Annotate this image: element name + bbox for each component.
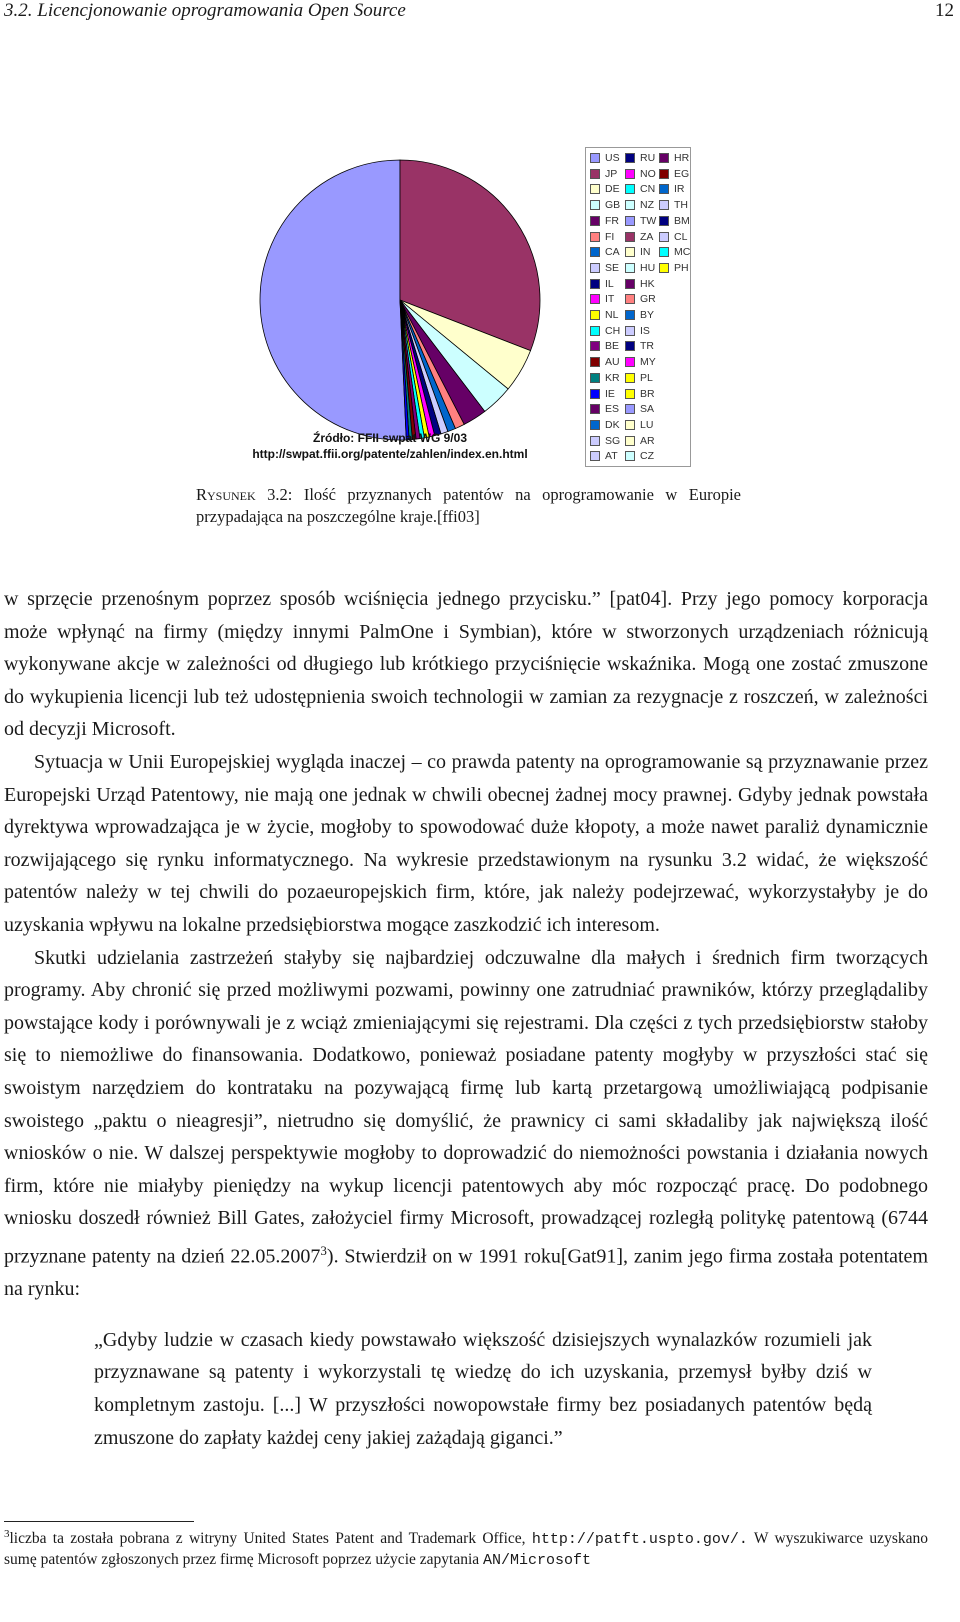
legend-item [590,355,630,369]
footnote-text-1: liczba ta została pobrana z witryny United States Patent and Trademark Office, [9,1530,532,1548]
legend-item [659,198,699,212]
legend-swatch [590,232,600,242]
legend-swatch [659,200,669,210]
legend-item [625,339,665,353]
figure-source [200,430,580,462]
legend-label: JP [605,167,618,180]
legend-item [625,449,665,463]
legend-item [659,182,699,196]
legend-label: IR [674,183,685,196]
legend-label: HU [640,261,656,274]
legend-swatch [625,200,635,210]
legend-label: IS [640,324,650,337]
footnote-ref[interactable]: 3 [320,1242,327,1258]
legend-swatch [590,357,600,367]
legend-label: IT [605,293,615,306]
caption-text: Ilość przyznanych patentów na oprogramowanie w Europie przypadająca na poszczególne kraje.[ffi03] [196,485,742,526]
legend-label: DE [605,183,620,196]
legend-item [590,339,630,353]
legend-item [590,371,630,385]
legend-label: LU [640,418,654,431]
paragraph-3-text: Skutki udzielania zastrzeżeń stałyby się najbardziej odczuwalne dla małych i średnich firm tworzących programy. Aby chronić się przed możliwymi pozwami, powinny one zatrudniać prawników, którzy przeglądaliby powstające kody i porównywali je z wciąż zmieniającymi się rejestrami. Dla części z tych przedsiębiorstw stałoby się to niemożliwe do finansowania. Dodatkowo, ponieważ posiadane patenty mogłyby w przyszłości stać się swoistym narzędziem do kontrataku na pozywającą firmę lub kartą przetargową umożliwiającą podpisanie swoistego „paktu o nieagresji”, nietrudno się domyślić, że prawnicy ci sami składaliby jak największą ilość wniosków o nie. W dalszej perspektywie mogłoby to doprowadzić do niemożności powstania i działania nowych firm, które nie miałyby pieniędzy na wykup licencji patentowych aby móc rozpocząć pracę. Do podobnego wniosku doszedł również Bill Gates, założyciel firmy Microsoft, prowadzącej rozległą politykę patentową (6744 przyznane patenty na dzień 22.05.2007 [4,946,928,1268]
legend-item [590,324,630,338]
legend-label: BR [640,387,655,400]
legend-swatch [625,184,635,194]
paragraph-2: Sytuacja w Unii Europejskiej wygląda inaczej – co prawda patenty na oprogramowanie są przyznawanie przez Europejski Urząd Patentowy, nie mają one jednak w chwili obecnej żadnej mocy prawnej. Gdyby jednak powstała dyrektywa wprowadzająca je w życie, mogłoby to spowodować duże kłopoty, a może nawet paraliż dynamicznie rozwijającego się rynku informatycznego. Na wykresie przedstawionym na rysunku 3.2 widać, że większość patentów należy w tej chwili do pozaeuropejskich firm, które, jak należy podejrzewać, wykorzystałyby je do uzyskania wpływu na lokalne przedsiębiorstwa mogące zaszkodzić ich interesom. [4,750,928,936]
legend-label: HK [640,277,655,290]
legend-label: PH [674,261,689,274]
legend-item [625,418,665,432]
legend-item [590,449,630,463]
legend-item [625,292,665,306]
legend-swatch [590,216,600,226]
legend-item [625,277,665,291]
legend-swatch [590,373,600,383]
legend-label: MY [640,356,656,369]
legend-swatch [590,294,600,304]
body-text [4,583,928,1454]
legend-item [590,402,630,416]
legend-label: PL [640,371,653,384]
figure-caption [196,484,741,528]
paragraph-3-end: ). Stwierdził on w 1991 roku[Gat91], zanim jego firma została potentatem na rynku: [4,1245,928,1301]
legend-swatch [625,279,635,289]
legend-item [625,355,665,369]
legend-swatch [590,169,600,179]
caption-number: 3.2: [267,485,293,504]
legend-label: AT [605,450,618,463]
legend-swatch [625,169,635,179]
legend-item [625,324,665,338]
legend-swatch [625,373,635,383]
legend-label: FI [605,230,615,243]
legend-item [590,182,630,196]
legend-swatch [625,247,635,257]
legend-swatch [659,153,669,163]
legend-label: BM [674,214,690,227]
legend-swatch [625,153,635,163]
legend-swatch [659,216,669,226]
page-number: 12 [935,0,954,21]
legend-item [659,245,699,259]
paragraph-1: w sprzęcie przenośnym poprzez sposób wciśnięcia jednego przycisku.” [pat04]. Przy jego pomocy korporacja może wpłynąć na firmy (między innymi PalmOne i Symbian), które w stworzonych urządzeniach różnicują wykonywane akcje w zależności od długiego lub krótkiego przyciśnięcie wskaźnika. Mogą one zostać zmuszone do wykupienia licencji lub też udostępnienia swoich technologii w zamian za rezygnacje z roszczeń, w zależności od decyzji Microsoft. [4,588,928,741]
block-quote: „Gdyby ludzie w czasach kiedy powstawało większość dzisiejszych wynalazków rozumieli jak przyznawane są patenty i wykorzystali tę wiedzę do ich uzyskania, przemysł byłby dziś w kompletnym zastoju. [...] W przyszłości nowopowstałe firmy bez posiadanych patentów będą zmuszone do zapłaty każdej ceny jakiej zażądają giganci.” [94,1328,872,1449]
legend-item [590,167,630,181]
chart-legend [585,147,691,467]
legend-swatch [625,263,635,273]
legend-label: BE [605,340,620,353]
legend-swatch [625,294,635,304]
legend-label: CZ [640,450,654,463]
legend-swatch [590,326,600,336]
legend-item [590,261,630,275]
legend-label: FR [605,214,619,227]
legend-swatch [659,184,669,194]
legend-label: SE [605,261,620,274]
legend-item [590,245,630,259]
legend-swatch [659,232,669,242]
legend-label: MC [674,246,691,259]
legend-swatch [590,310,600,320]
legend-item [590,292,630,306]
legend-swatch [590,263,600,273]
paragraph-3 [4,942,928,1306]
legend-item [590,418,630,432]
footnote-rule [4,1521,194,1522]
pie-chart [230,140,560,460]
footnote-url[interactable]: http://patft.uspto.gov/. [531,1531,748,1549]
source-line-2: http://swpat.ffii.org/patente/zahlen/index.en.html [252,447,528,461]
legend-item [659,151,699,165]
legend-swatch [590,247,600,257]
footnote-text-2: W wyszukiwarce uzyskano sumę patentów zgłoszonych przez firmę Microsoft poprzez użycie zapytania [4,1530,928,1569]
legend-swatch [625,436,635,446]
legend-label: CN [640,183,656,196]
legend-label: NO [640,167,656,180]
legend-swatch [625,357,635,367]
legend-label: CL [674,230,688,243]
legend-swatch [590,184,600,194]
legend-label: EG [674,167,690,180]
legend-label: TW [640,214,657,227]
legend-label: IE [605,387,615,400]
legend-item [590,151,630,165]
legend-label: GR [640,293,656,306]
legend-swatch [625,389,635,399]
legend-item [659,167,699,181]
footnote [4,1524,928,1571]
section-title: 3.2. Licencjonowanie oprogramowania Open Source [4,0,406,21]
legend-item [590,434,630,448]
legend-swatch [590,451,600,461]
legend-swatch [625,232,635,242]
legend-swatch [659,263,669,273]
legend-swatch [625,404,635,414]
source-line-1: Źródło: FFII swpat WG 9/03 [312,431,467,445]
legend-label: SG [605,434,621,447]
legend-item [659,214,699,228]
footnote-query: AN/Microsoft [483,1552,592,1570]
legend-label: GB [605,199,621,212]
legend-label: AR [640,434,655,447]
legend-label: TR [640,340,654,353]
legend-label: IL [605,277,614,290]
legend-label: NL [605,309,619,321]
legend-label: CA [605,246,620,259]
legend-swatch [625,326,635,336]
legend-item [625,434,665,448]
legend-item [590,214,630,228]
legend-label: AU [605,356,620,369]
legend-item [590,277,630,291]
legend-label: DK [605,418,620,431]
legend-label: IN [640,246,651,259]
legend-swatch [590,341,600,351]
legend-item [590,230,630,244]
legend-label: KR [605,371,620,384]
legend-item [590,308,630,322]
legend-swatch [625,216,635,226]
legend-label: HR [674,152,690,164]
legend-item [590,198,630,212]
legend-label: RU [640,152,656,164]
legend-swatch [590,420,600,430]
legend-label: ZA [640,230,654,243]
legend-item [625,402,665,416]
legend-swatch [590,153,600,163]
legend-item [625,387,665,401]
legend-swatch [590,404,600,414]
running-header [4,0,956,24]
legend-label: CH [605,324,621,337]
legend-item [625,371,665,385]
legend-swatch [625,451,635,461]
legend-label: BY [640,309,655,321]
footnote-mark: 3 [4,1528,10,1540]
legend-swatch [590,200,600,210]
legend-swatch [625,420,635,430]
legend-swatch [625,341,635,351]
pie-slice [260,160,406,440]
legend-label: US [605,152,620,164]
legend-swatch [659,247,669,257]
legend-item [659,230,699,244]
caption-label: Rysunek [196,485,256,504]
legend-item [659,261,699,275]
legend-swatch [659,169,669,179]
legend-label: TH [674,199,688,212]
legend-swatch [625,310,635,320]
legend-label: SA [640,403,655,416]
legend-item [590,387,630,401]
legend-item [625,308,665,322]
legend-label: NZ [640,199,654,212]
legend-label: ES [605,403,620,416]
legend-swatch [590,389,600,399]
legend-swatch [590,436,600,446]
legend-swatch [590,279,600,289]
